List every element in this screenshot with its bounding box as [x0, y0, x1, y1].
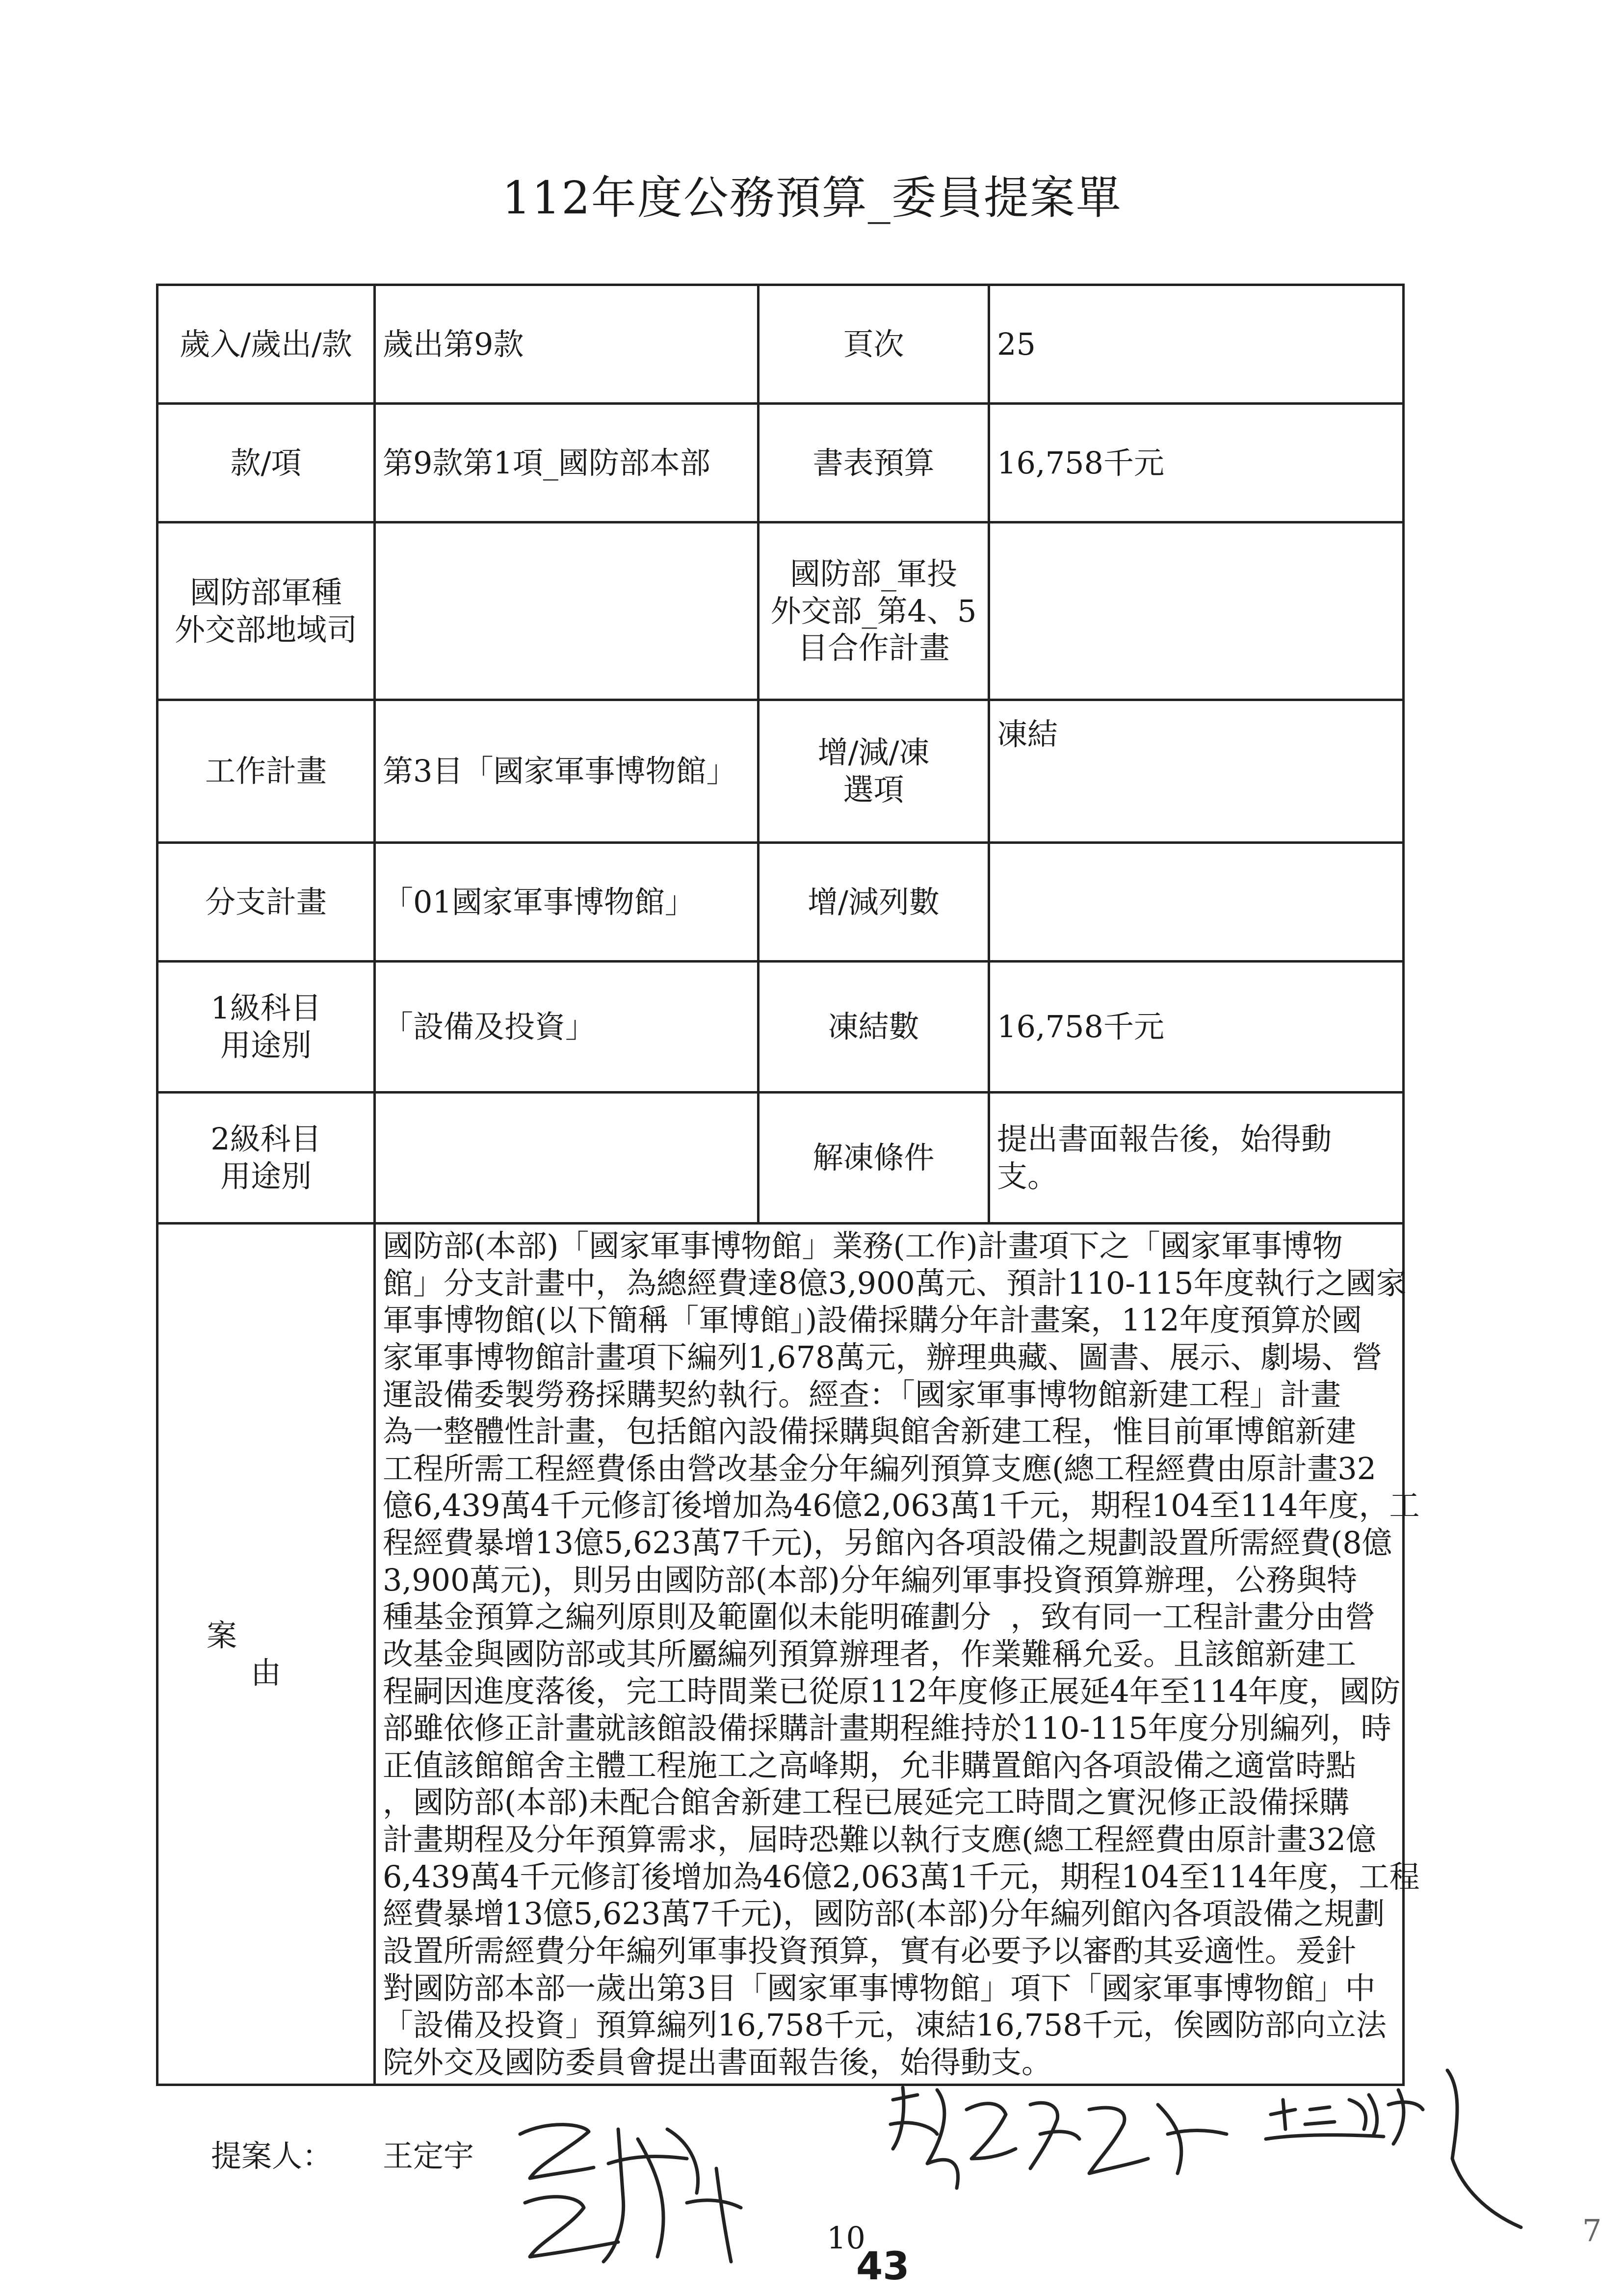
- label-cooperation-plan-line1: 國防部_軍投: [789, 556, 957, 592]
- label-branch-plan: 分支計畫: [157, 843, 375, 962]
- value-item: 第9款第1項_國防部本部: [375, 404, 759, 522]
- value-adjust-amount: [989, 843, 1404, 962]
- reason-line: 改基金與國防部或其所屬編列預算辦理者，作業難稱允妥。且該館新建工: [383, 1636, 1357, 1672]
- value-frozen-amount: 16,758千元: [989, 962, 1404, 1093]
- reason-line: 設置所需經費分年編列軍事投資預算，實有必要予以審酌其妥適性。爰針: [383, 1932, 1357, 1969]
- label-reason: [157, 1224, 375, 2085]
- reason-line: 正值該館館舍主體工程施工之高峰期，允非購置館內各項設備之適當時點: [383, 1747, 1357, 1783]
- reason-line: 運設備委製勞務採購契約執行。經查：「國家軍事博物館新建工程」計畫: [383, 1376, 1341, 1412]
- reason-line: 3,900萬元)，則另由國防部(本部)分年編列軍事投資預算辦理，公務與特: [383, 1562, 1358, 1598]
- value-level2-subject: [375, 1093, 759, 1224]
- value-adjust-option: 凍結: [989, 700, 1404, 843]
- page-number: 10: [827, 2220, 865, 2256]
- margin-number: 7: [1582, 2213, 1602, 2248]
- value-revenue-expenditure: 歲出第9款: [375, 285, 759, 404]
- label-revenue-expenditure: 歲入/歲出/款: [157, 285, 375, 404]
- value-military-branch: [375, 522, 759, 700]
- label-military-branch: [157, 522, 375, 700]
- row-item: [157, 404, 1404, 522]
- label-level2-subject: [157, 1093, 375, 1224]
- reason-line: 院外交及國防委員會提出書面報告後，始得動支。: [383, 2044, 1052, 2080]
- value-branch-plan: 「01國家軍事博物館」: [375, 843, 759, 962]
- reason-text: [375, 1224, 1420, 2085]
- value-statement-budget: 16,758千元: [989, 404, 1404, 522]
- row-military-branch: [157, 522, 1404, 700]
- label-cooperation-plan-line3: 目合作計畫: [797, 630, 950, 666]
- row-branch-plan: [157, 843, 1404, 962]
- proposer-name: 王定宇: [383, 2138, 474, 2174]
- row-reason: [157, 1224, 1404, 2085]
- value-level1-subject: 「設備及投資」: [375, 962, 759, 1093]
- reason-line: 億6,439萬4千元修訂後增加為46億2,063萬1千元，期程104至114年度，工: [383, 1487, 1420, 1524]
- handwritten-page-number: 43: [856, 2244, 910, 2289]
- reason-line: 6,439萬4千元修訂後增加為46億2,063萬1千元，期程104至114年度，工程: [383, 1858, 1420, 1895]
- label-unfreeze-condition: 解凍條件: [759, 1093, 989, 1224]
- proposal-form-table: [156, 284, 1420, 2086]
- label-adjust-amount: 增/減列數: [759, 843, 989, 962]
- reason-line: 對國防部本部一歲出第3目「國家軍事博物館」項下「國家軍事博物館」中: [383, 1970, 1376, 2006]
- reason-line: 「設備及投資」預算編列16,758千元，凍結16,758千元，俟國防部向立法: [383, 2007, 1387, 2043]
- label-adjust-option-line2: 選項: [843, 772, 904, 808]
- value-unfreeze-condition: [989, 1093, 1404, 1224]
- proposer-label: 提案人：: [211, 2138, 333, 2174]
- reason-line: 工程所需工程經費係由營改基金分年編列預算支應(總工程經費由原計畫32: [383, 1450, 1377, 1487]
- value-cooperation-plan: [989, 522, 1404, 700]
- reason-line: 種基金預算之編列原則及範圍似未能明確劃分 ，致有同一工程計畫分由營: [383, 1599, 1376, 1635]
- label-page: 頁次: [759, 285, 989, 404]
- value-unfreeze-condition-line2: 支。: [997, 1158, 1058, 1194]
- label-level2-subject-line1: 2級科目: [210, 1121, 321, 1157]
- label-level1-subject-line2: 用途別: [220, 1027, 312, 1063]
- handwritten-signature-3: [1256, 2061, 1531, 2237]
- row-work-plan: [157, 700, 1404, 843]
- label-level2-subject-line2: 用途別: [220, 1158, 312, 1194]
- reason-line: 國防部(本部)「國家軍事博物館」業務(工作)計畫項下之「國家軍事博物: [383, 1228, 1343, 1264]
- label-level1-subject: [157, 962, 375, 1093]
- reason-line: 計畫期程及分年預算需求，屆時恐難以執行支應(總工程經費由原計畫32億: [383, 1822, 1377, 1857]
- label-reason-text: 案由: [206, 1618, 369, 1691]
- reason-line: 程經費暴增13億5,623萬7千元)，另館內各項設備之規劃設置所需經費(8億: [383, 1525, 1392, 1561]
- reason-line: 家軍事博物館計畫項下編列1,678萬元，辦理典藏、圖書、展示、劇場、營: [383, 1339, 1383, 1375]
- reason-line: 經費暴增13億5,623萬7千元)，國防部(本部)分年編列館內各項設備之規劃: [383, 1896, 1385, 1932]
- reason-line: 部雖依修正計畫就該館設備採購計畫期程維持於110-115年度分別編列，時: [383, 1710, 1391, 1747]
- label-frozen-amount: 凍結數: [759, 962, 989, 1093]
- label-cooperation-plan-line2: 外交部_第4、5: [770, 593, 977, 629]
- label-work-plan: 工作計畫: [157, 700, 375, 843]
- label-statement-budget: 書表預算: [759, 404, 989, 522]
- row-level1-subject: [157, 962, 1404, 1093]
- handwritten-signature-2: [883, 2080, 1236, 2198]
- reason-line: 館」分支計畫中，為總經費達8億3,900萬元、預計110-115年度執行之國家: [383, 1265, 1407, 1301]
- value-work-plan: 第3目「國家軍事博物館」: [375, 700, 759, 843]
- row-budget-section: [157, 285, 1404, 404]
- row-level2-subject: [157, 1093, 1404, 1224]
- label-military-branch-line2: 外交部地域司: [174, 611, 357, 648]
- value-page: 25: [989, 285, 1404, 404]
- value-unfreeze-condition-line1: 提出書面報告後，始得動: [997, 1121, 1332, 1157]
- reason-line: ，國防部(本部)未配合館舍新建工程已展延完工時間之實況修正設備採購: [383, 1784, 1350, 1821]
- reason-line: 程嗣因進度落後，完工時間業已從原112年度修正展延4年至114年度，國防: [383, 1673, 1401, 1709]
- reason-line: 軍事博物館(以下簡稱「軍博館」)設備採購分年計畫案，112年度預算於國: [383, 1302, 1362, 1338]
- label-cooperation-plan: [759, 522, 989, 700]
- label-adjust-option: [759, 700, 989, 843]
- label-item: 款/項: [157, 404, 375, 522]
- label-level1-subject-line1: 1級科目: [210, 990, 321, 1026]
- document-title: 112年度公務預算_委員提案單: [502, 172, 1122, 224]
- reason-line: 為一整體性計畫，包括館內設備採購與館舍新建工程，惟目前軍博館新建: [383, 1413, 1357, 1450]
- label-adjust-option-line1: 增/減/凍: [817, 734, 930, 771]
- handwritten-signature-1: [510, 2110, 756, 2271]
- label-military-branch-line1: 國防部軍種: [189, 574, 342, 610]
